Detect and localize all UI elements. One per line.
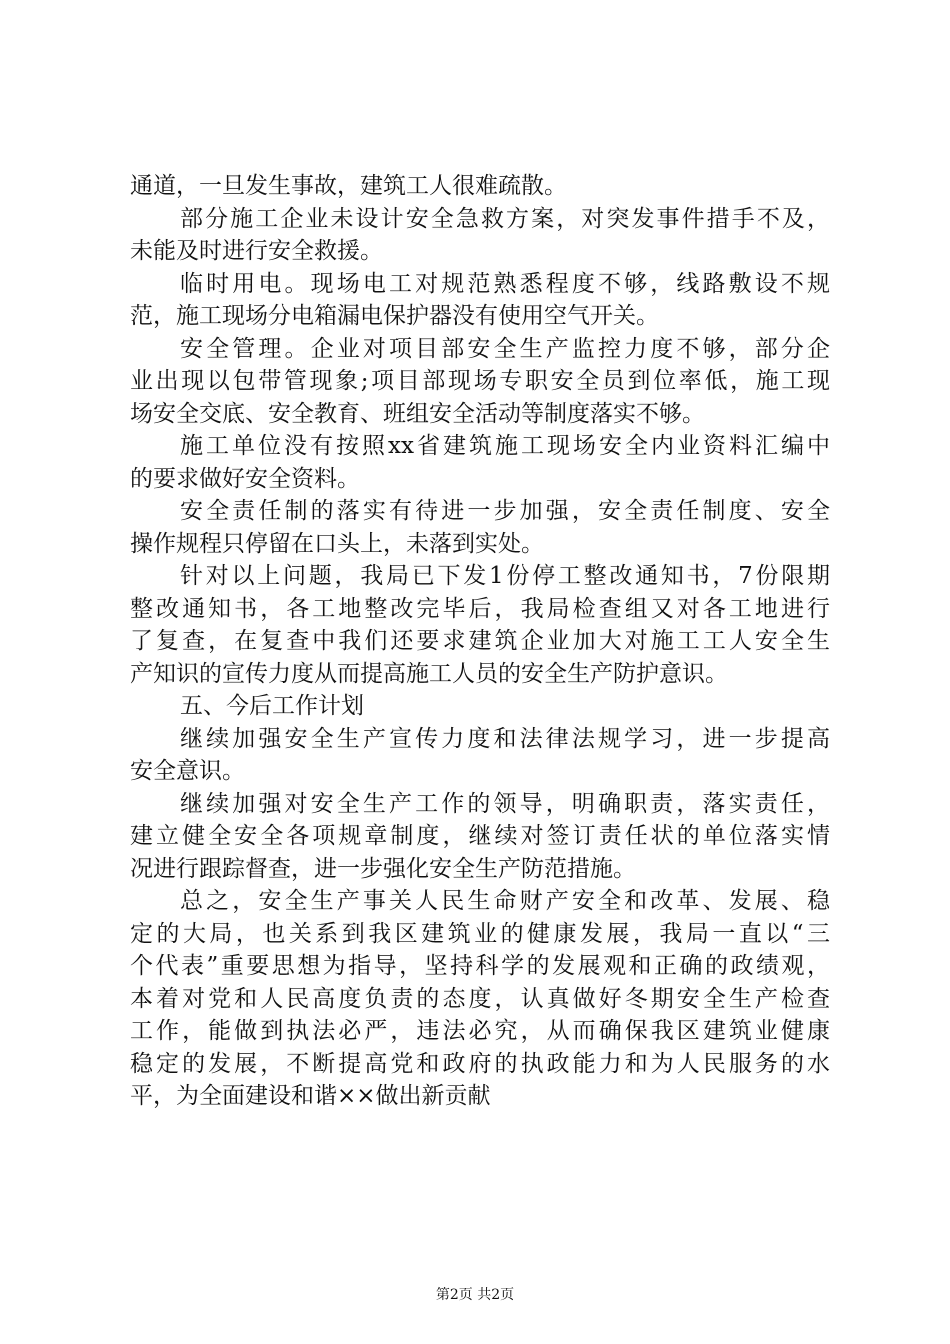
text-line: 产知识的宣传力度从而提高施工人员的安全生产防护意识。 — [130, 660, 728, 687]
text-line: 继续加强安全生产宣传力度和法律法规学习，进一步提高 — [180, 725, 830, 752]
text-line: 安全责任制的落实有待进一步加强，安全责任制度、安全 — [180, 498, 830, 524]
text-line: 定的大局，也关系到我区建筑业的健康发展，我局一直以“三 — [130, 920, 830, 947]
text-line: 本着对党和人民高度负责的态度，认真做好冬期安全生产检查 — [130, 985, 830, 1012]
text-line: 总之，安全生产事关人民生命财产安全和改革、发展、稳 — [180, 888, 830, 914]
text-line: 部分施工企业未设计安全急救方案，对突发事件措手不及， — [180, 205, 830, 232]
text-line: 继续加强对安全生产工作的领导，明确职责，落实责任， — [180, 790, 830, 817]
text-line: 五、今后工作计划 — [180, 693, 364, 719]
text-line: 施工单位没有按照xx省建筑施工现场安全内业资料汇编中 — [180, 433, 830, 459]
text-line: 场安全交底、安全教育、班组安全活动等制度落实不够。 — [130, 400, 705, 427]
text-line: 工作，能做到执法必严，违法必究，从而确保我区建筑业健康 — [130, 1018, 830, 1044]
text-line: 的要求做好安全资料。 — [130, 465, 360, 492]
text-line: 个代表”重要思想为指导，坚持科学的发展观和正确的政绩观， — [130, 953, 830, 979]
text-line: 安全管理。企业对项目部安全生产监控力度不够，部分企 — [180, 335, 830, 362]
text-line: 操作规程只停留在口头上，未落到实处。 — [130, 530, 544, 557]
page-footer: 第2页 共2页 — [435, 1287, 515, 1303]
text-line: 了复查，在复查中我们还要求建筑企业加大对施工工人安全生 — [130, 628, 830, 654]
text-line: 通道，一旦发生事故，建筑工人很难疏散。 — [130, 173, 567, 199]
document-body — [130, 170, 830, 1113]
text-line: 未能及时进行安全救援。 — [130, 238, 383, 264]
text-line: 建立健全安全各项规章制度，继续对签订责任状的单位落实情 — [130, 823, 830, 849]
text-line: 临时用电。现场电工对规范熟悉程度不够，线路敷设不规 — [180, 270, 830, 297]
text-line: 平，为全面建设和谐××做出新贡献 — [130, 1083, 491, 1109]
text-line: 稳定的发展，不断提高党和政府的执政能力和为人民服务的水 — [130, 1050, 830, 1077]
text-line: 范，施工现场分电箱漏电保护器没有使用空气开关。 — [130, 303, 659, 329]
text-line: 整改通知书，各工地整改完毕后，我局检查组又对各工地进行 — [130, 595, 830, 622]
text-line: 业出现以包带管现象;项目部现场专职安全员到位率低，施工现 — [130, 368, 830, 394]
text-line: 安全意识。 — [130, 758, 245, 784]
text-line: 针对以上问题，我局已下发1份停工整改通知书，7份限期 — [180, 563, 830, 589]
text-line: 况进行跟踪督查，进一步强化安全生产防范措施。 — [130, 855, 636, 882]
